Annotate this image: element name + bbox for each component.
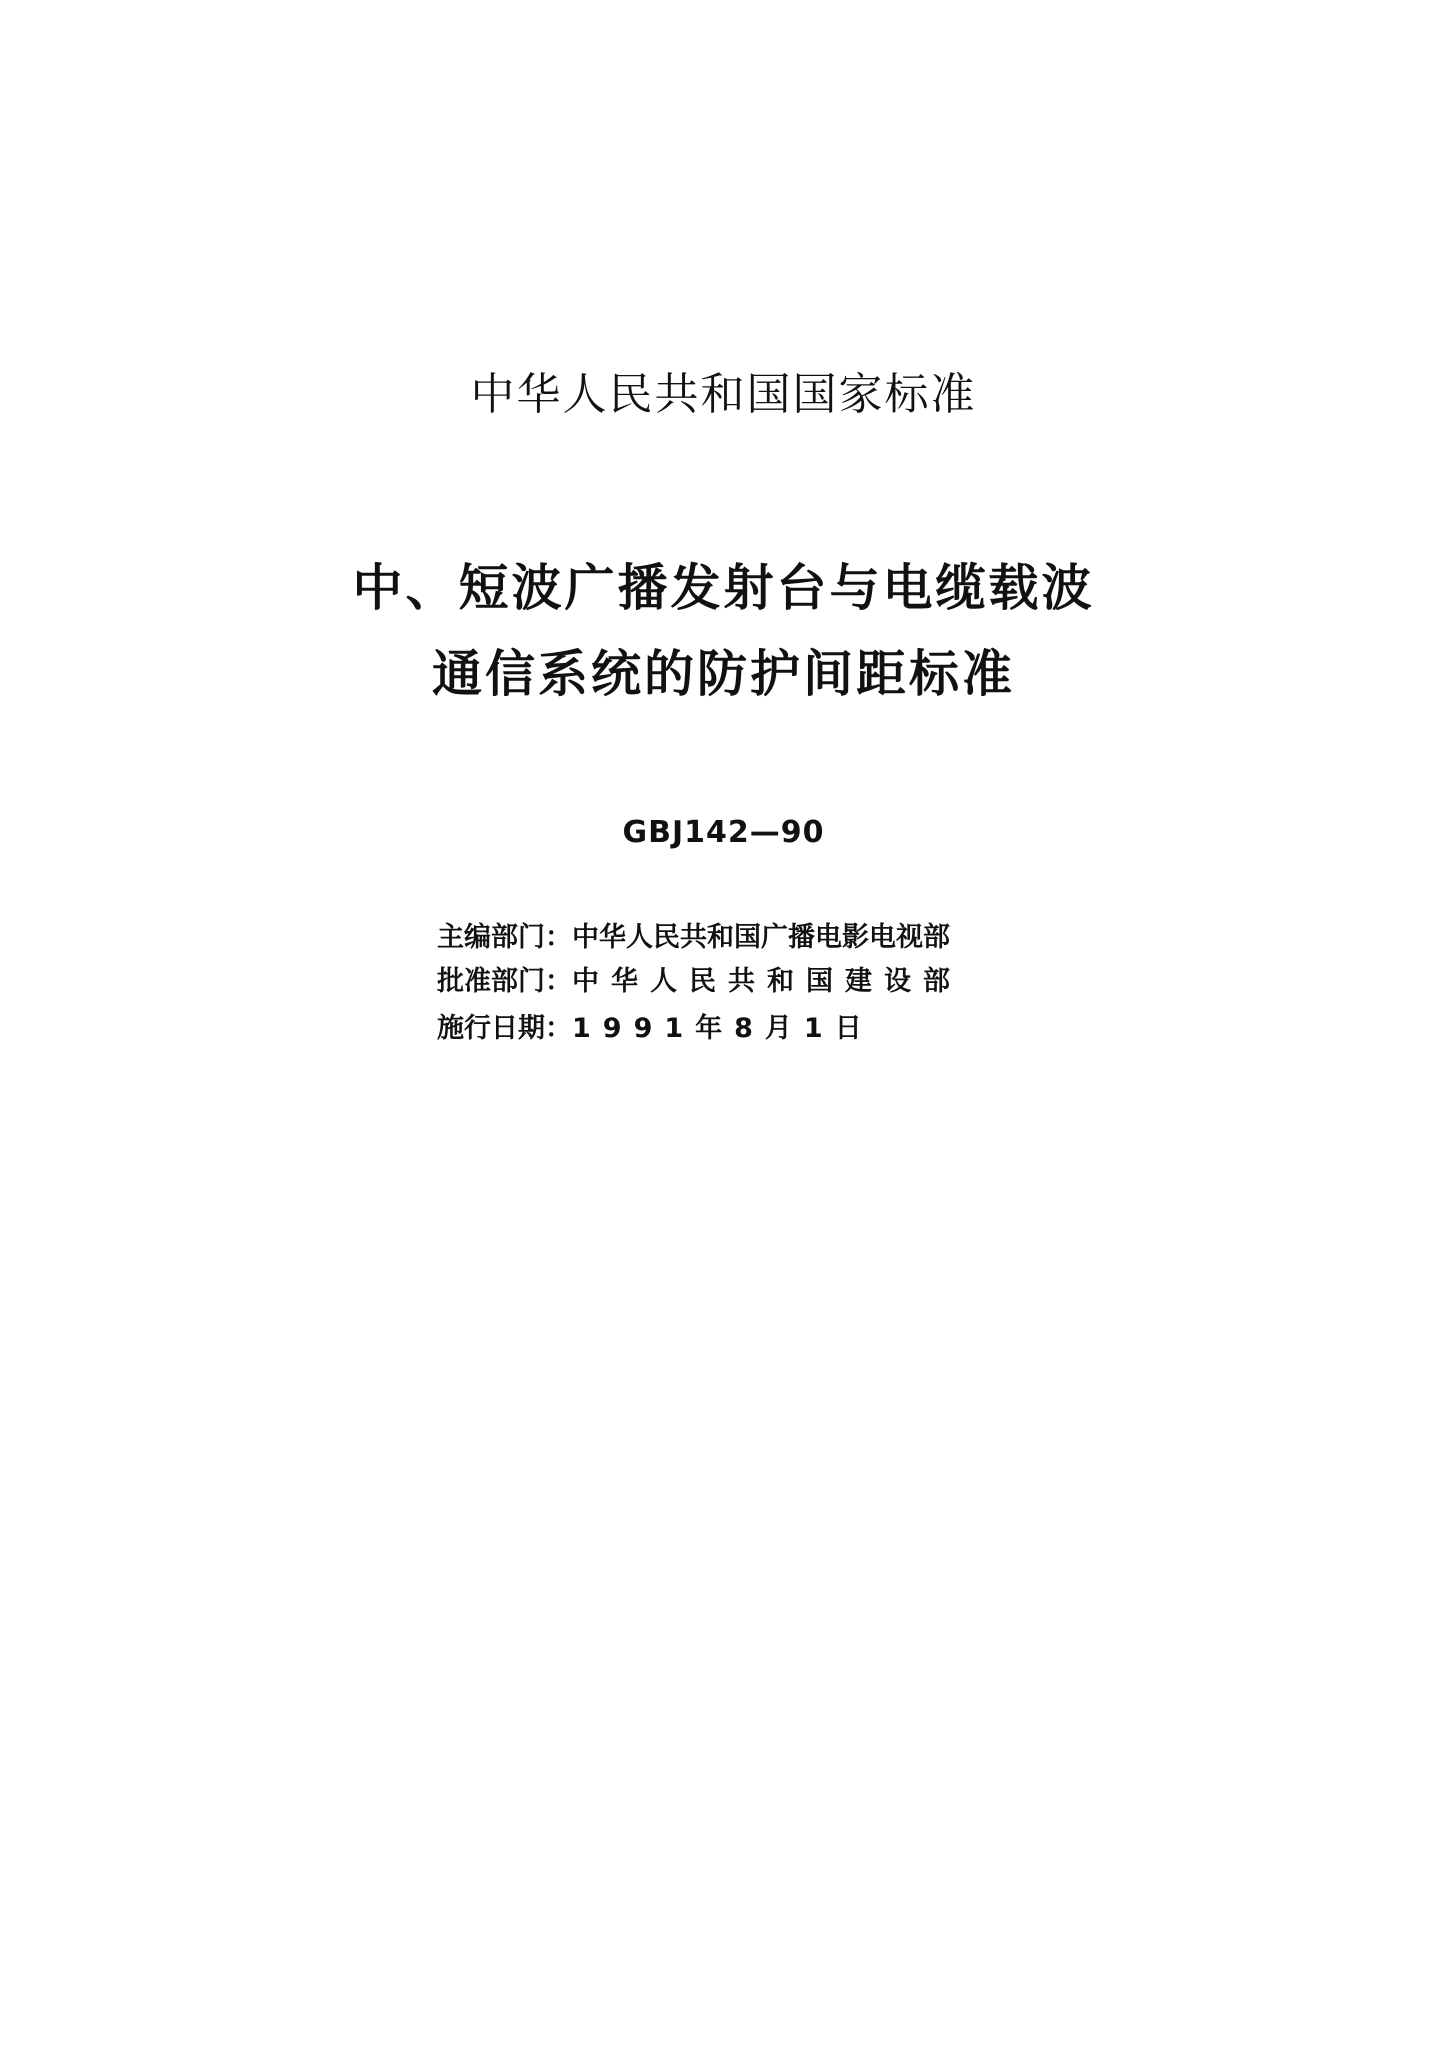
approver-row [437,963,977,1001]
effective-date-label: 施行日期： [437,1013,572,1044]
standard-code: GBJ142—90 [622,815,825,850]
document-title-line-2: 通信系统的防护间距标准 [432,645,1015,703]
editor-value: 中华人民共和国广播电影电视部 [572,922,950,953]
effective-date-value: 1991年8月1日 [572,1013,874,1044]
effective-date-row [437,1010,977,1048]
approver-label: 批准部门： [437,966,572,997]
standard-category-heading: 中华人民共和国国家标准 [470,369,977,420]
document-title-line-1: 中、短波广播发射台与电缆载波 [352,559,1095,617]
editor-label: 主编部门： [437,922,572,953]
editor-row [437,919,977,957]
approver-value: 中华人民共和国建设部 [572,966,962,997]
